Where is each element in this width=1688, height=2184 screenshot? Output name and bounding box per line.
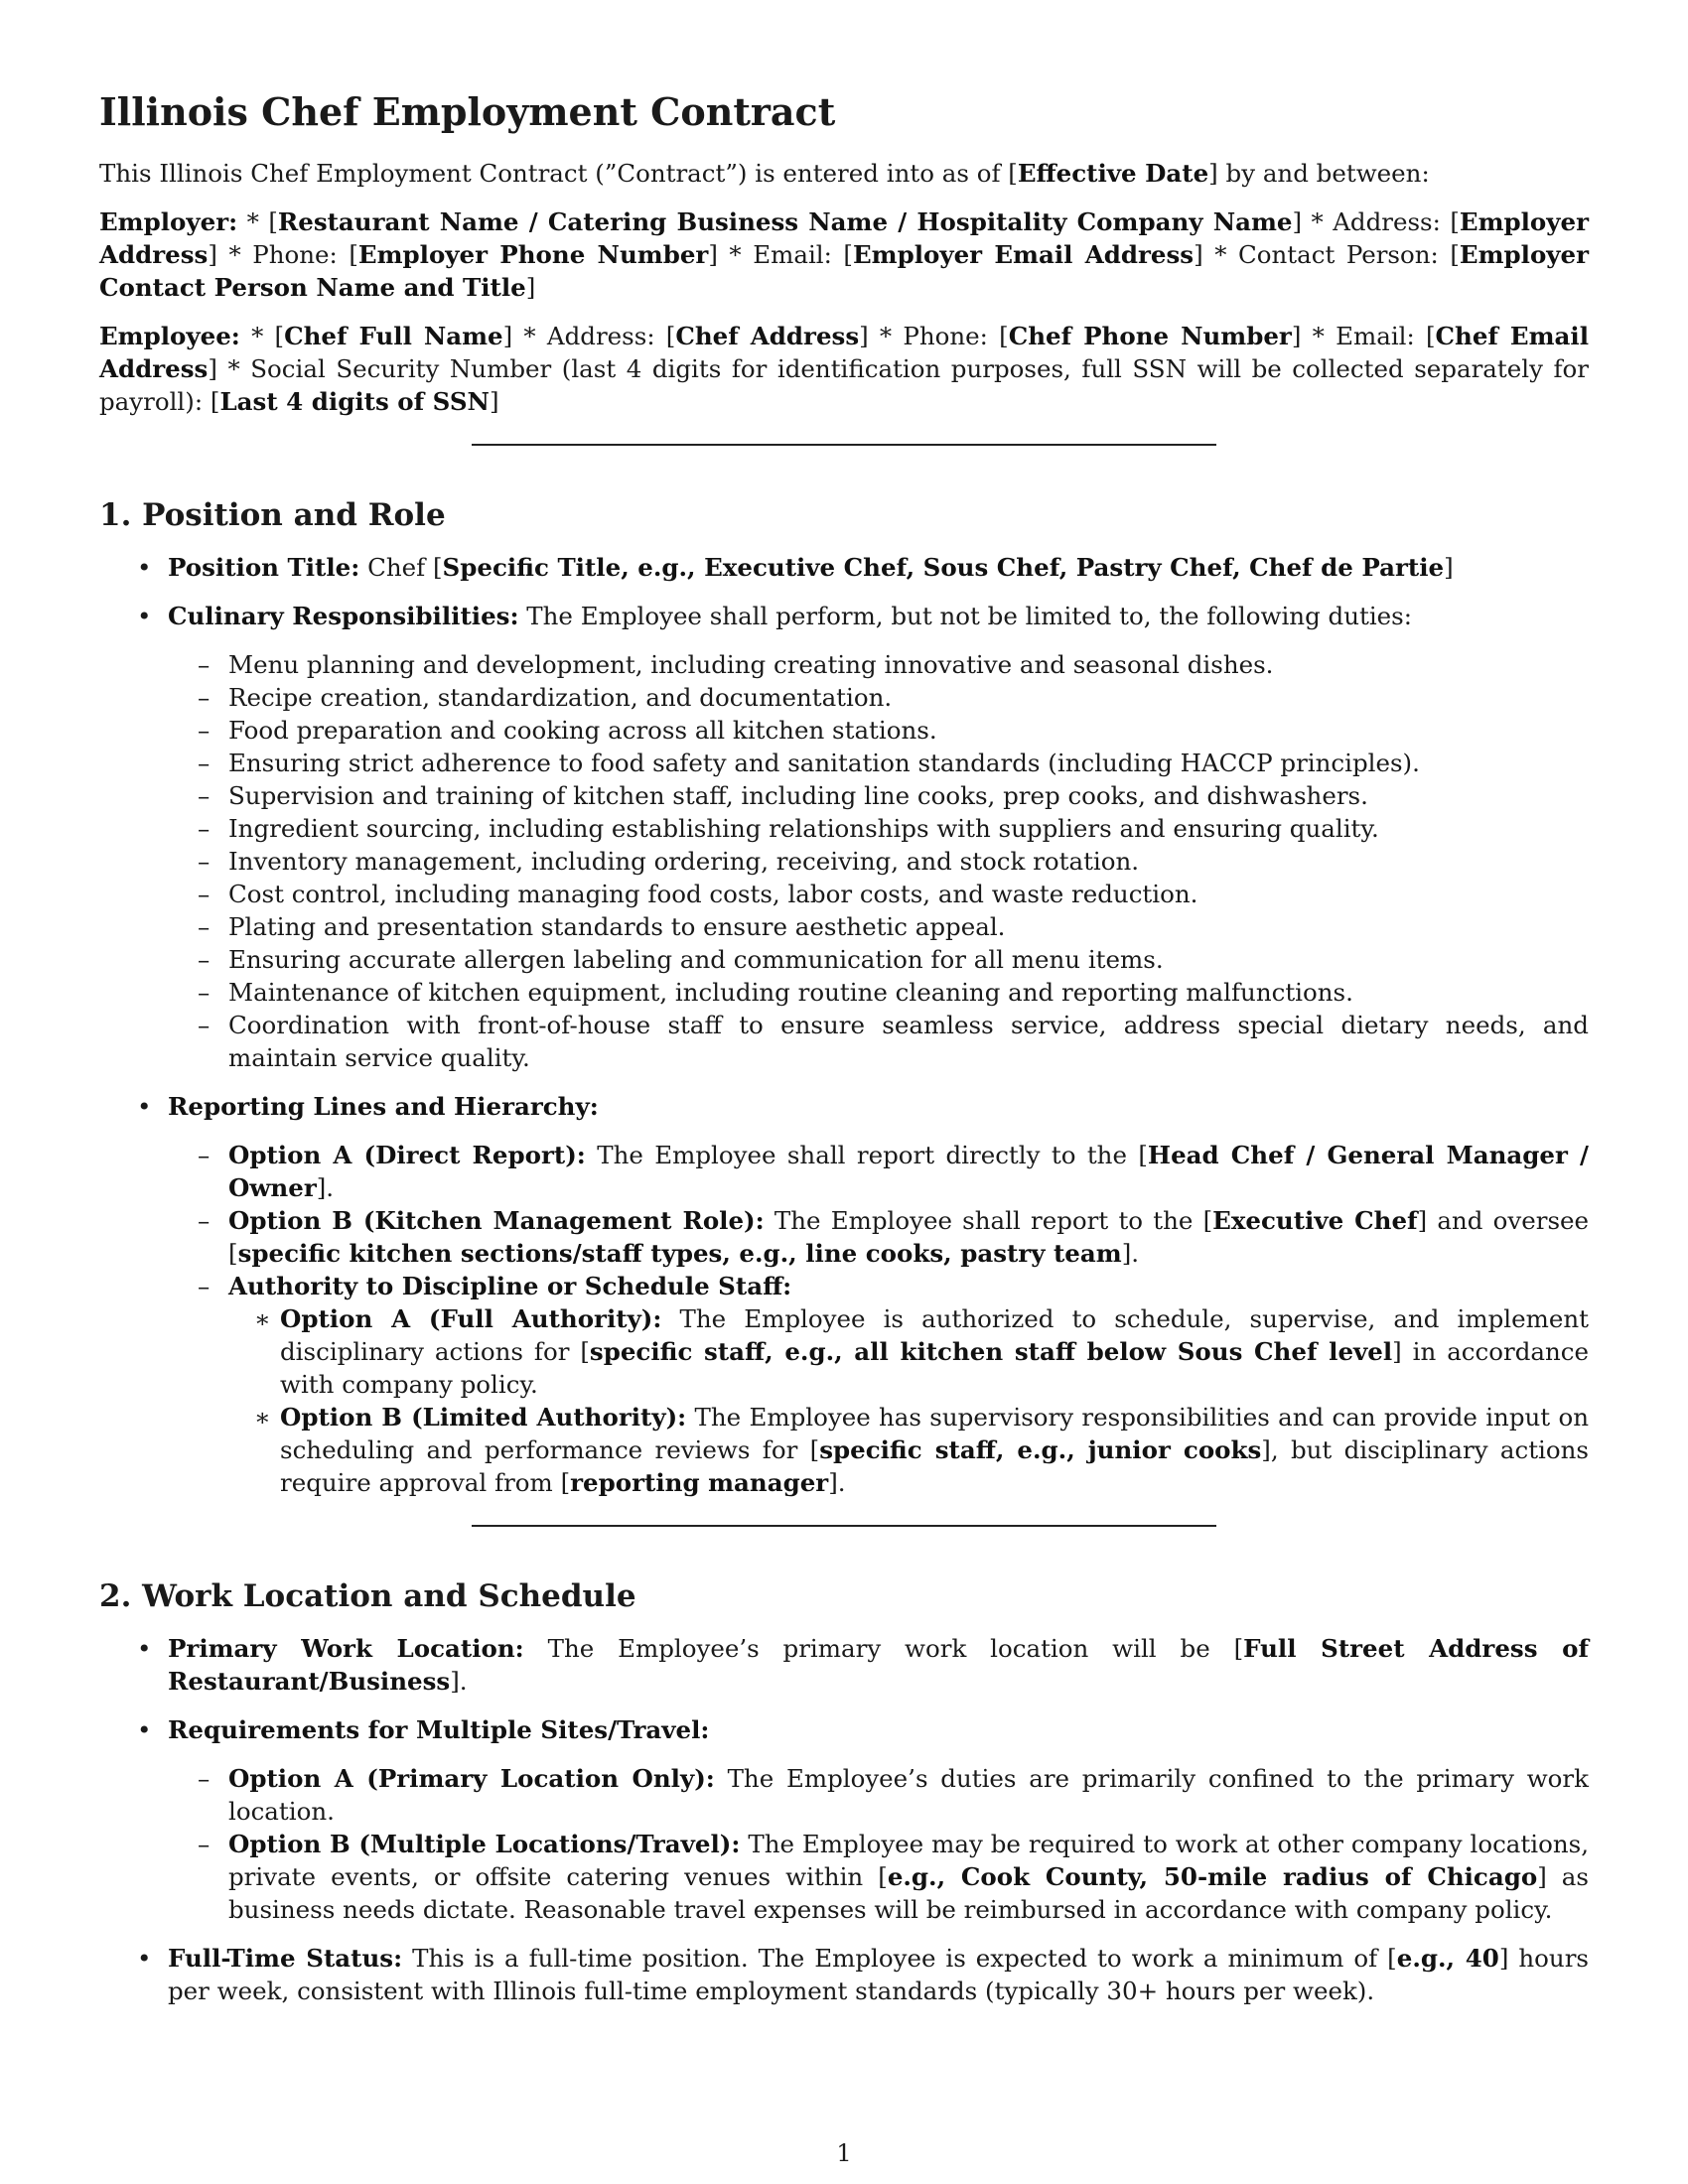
text: The Employee has supervisory responsibilities and can provide input on scheduling and performance reviews for [ xyxy=(280,1403,1589,1464)
effective-date-placeholder: Effective Date xyxy=(1017,159,1209,188)
dash-icon: – xyxy=(198,1764,211,1793)
list-item xyxy=(99,551,1589,584)
list-item xyxy=(168,845,1589,878)
text: Menu planning and development, including creating innovative and seasonal dishes. xyxy=(228,650,1274,679)
option-label: Option B (Limited Authority): xyxy=(280,1403,687,1432)
text: Ingredient sourcing, including establishing relationships with suppliers and ensuring quality. xyxy=(228,814,1379,843)
option-label: Option A (Direct Report): xyxy=(228,1141,586,1169)
document-title: Illinois Chef Employment Contract xyxy=(99,89,836,134)
bullet-icon: • xyxy=(137,553,152,582)
employee-block xyxy=(99,320,1589,418)
text: The Employee’s duties are primarily confined to the primary work location. xyxy=(228,1764,1589,1826)
employer-address-placeholder: Employer Address xyxy=(99,207,1589,269)
text: The Employee shall report directly to the [ xyxy=(585,1141,1148,1169)
executive-chef-placeholder: Executive Chef xyxy=(1212,1206,1418,1235)
section-heading-position-role: 1. Position and Role xyxy=(99,497,446,533)
text: ]. xyxy=(1121,1239,1140,1268)
dash-icon: – xyxy=(198,716,211,745)
dash-icon: – xyxy=(198,1011,211,1039)
text: The Employee’s primary work location will be [ xyxy=(523,1634,1244,1663)
list-item xyxy=(228,1401,1589,1499)
dash-icon: – xyxy=(198,1141,211,1169)
reporting-options-list xyxy=(168,1139,1589,1499)
option-label: Option A (Full Authority): xyxy=(280,1304,662,1333)
list-item xyxy=(99,1632,1589,1698)
position-title-placeholder: Specific Title, e.g., Executive Chef, Sous Chef, Pastry Chef, Chef de Partie xyxy=(442,553,1445,582)
text: Chef [ xyxy=(359,553,443,582)
list-item xyxy=(228,1302,1589,1401)
item-label: Reporting Lines and Hierarchy: xyxy=(168,1092,599,1121)
text: * [ xyxy=(237,207,278,236)
text: ] * Address: [ xyxy=(502,322,676,350)
text: The Employee shall report to the [ xyxy=(764,1206,1213,1235)
list-item xyxy=(168,1762,1589,1828)
dash-icon: – xyxy=(198,847,211,876)
report-to-placeholder: Head Chef / General Manager / Owner xyxy=(228,1141,1589,1202)
work-location-list xyxy=(99,1632,1589,2007)
list-item xyxy=(99,600,1589,1074)
list-item xyxy=(168,878,1589,910)
item-label: Requirements for Multiple Sites/Travel: xyxy=(168,1715,710,1744)
ssn-placeholder: Last 4 digits of SSN xyxy=(219,387,490,416)
text: ] * Phone: [ xyxy=(208,240,358,269)
section-divider xyxy=(472,444,1216,446)
item-label: Full-Time Status: xyxy=(168,1944,403,1973)
text: ] and oversee [ xyxy=(228,1206,1590,1268)
employer-block xyxy=(99,205,1589,304)
intro-text-end: ] by and between: xyxy=(1208,159,1430,188)
dash-icon: – xyxy=(198,912,211,941)
text: ] as business needs dictate. Reasonable travel expenses will be reimbursed in accordance with company policy. xyxy=(228,1862,1589,1924)
authority-options-list xyxy=(228,1302,1589,1499)
bullet-icon: • xyxy=(137,602,152,630)
text: Plating and presentation standards to ensure aesthetic appeal. xyxy=(228,912,1006,941)
reporting-manager-placeholder: reporting manager xyxy=(570,1468,829,1497)
dash-icon: – xyxy=(198,1206,211,1235)
bullet-icon: • xyxy=(137,1715,152,1744)
position-role-list xyxy=(99,551,1589,1499)
chef-phone-placeholder: Chef Phone Number xyxy=(1008,322,1292,350)
item-label: Culinary Responsibilities: xyxy=(168,602,519,630)
dash-icon: – xyxy=(198,650,211,679)
text: The Employee shall perform, but not be limited to, the following duties: xyxy=(518,602,1413,630)
junior-staff-placeholder: specific staff, e.g., junior cooks xyxy=(819,1435,1262,1464)
dash-icon: – xyxy=(198,781,211,810)
bullet-icon: • xyxy=(137,1634,152,1663)
text: Ensuring accurate allergen labeling and communication for all menu items. xyxy=(228,945,1164,974)
asterisk-icon: ∗ xyxy=(254,1304,271,1333)
employer-contact-placeholder: Employer Contact Person Name and Title xyxy=(99,240,1590,302)
item-label: Position Title: xyxy=(168,553,360,582)
list-item xyxy=(99,1713,1589,1926)
text: ] in accordance with company policy. xyxy=(280,1337,1589,1399)
text: ] xyxy=(489,387,499,416)
work-address-placeholder: Full Street Address of Restaurant/Business xyxy=(168,1634,1589,1696)
travel-options-list xyxy=(168,1762,1589,1926)
employer-name-placeholder: Restaurant Name / Catering Business Name / Hospitality Company Name xyxy=(277,207,1293,236)
list-item xyxy=(168,812,1589,845)
text: Maintenance of kitchen equipment, including routine cleaning and reporting malfunctions. xyxy=(228,978,1353,1007)
text: ] * Email: [ xyxy=(1291,322,1436,350)
option-label: Authority to Discipline or Schedule Staff: xyxy=(228,1272,792,1300)
text: The Employee may be required to work at other company locations, private events, or offsite catering venues within [ xyxy=(228,1830,1589,1891)
dash-icon: – xyxy=(198,683,211,712)
travel-radius-placeholder: e.g., Cook County, 50-mile radius of Chicago xyxy=(887,1862,1538,1891)
list-item xyxy=(168,1009,1589,1074)
text: ] xyxy=(1444,553,1454,582)
option-label: Option B (Kitchen Management Role): xyxy=(228,1206,765,1235)
list-item xyxy=(168,1828,1589,1926)
list-item xyxy=(168,976,1589,1009)
text: Coordination with front-of-house staff to ensure seamless service, address special dietary needs, and maintain service quality. xyxy=(228,1011,1589,1072)
staff-placeholder: specific staff, e.g., all kitchen staff below Sous Chef level xyxy=(589,1337,1393,1366)
kitchen-sections-placeholder: specific kitchen sections/staff types, e.g., line cooks, pastry team xyxy=(237,1239,1122,1268)
list-item xyxy=(168,1270,1589,1499)
text: ] hours per week, consistent with Illinois full-time employment standards (typically 30+ hours per week). xyxy=(168,1944,1589,2005)
list-item xyxy=(168,1139,1589,1204)
text: ]. xyxy=(828,1468,846,1497)
item-label: Primary Work Location: xyxy=(168,1634,524,1663)
dash-icon: – xyxy=(198,945,211,974)
intro-text: This Illinois Chef Employment Contract (”Contract”) is entered into as of [ xyxy=(99,159,1018,188)
responsibilities-list xyxy=(168,648,1589,1074)
list-item xyxy=(99,1942,1589,2007)
page-number: 1 xyxy=(836,2139,852,2167)
hours-placeholder: e.g., 40 xyxy=(1396,1944,1499,1973)
bullet-icon: • xyxy=(137,1944,152,1973)
section-heading-work-location: 2. Work Location and Schedule xyxy=(99,1578,636,1614)
text: Inventory management, including ordering, receiving, and stock rotation. xyxy=(228,847,1140,876)
chef-name-placeholder: Chef Full Name xyxy=(284,322,503,350)
employee-label: Employee: xyxy=(99,322,240,350)
text: ] * Address: [ xyxy=(1292,207,1460,236)
intro-paragraph xyxy=(99,157,1589,190)
list-item xyxy=(168,714,1589,747)
text: ] xyxy=(525,273,536,302)
employer-email-placeholder: Employer Email Address xyxy=(852,240,1195,269)
dash-icon: – xyxy=(198,1830,211,1858)
text: * [ xyxy=(239,322,285,350)
list-item xyxy=(168,648,1589,681)
text: Recipe creation, standardization, and documentation. xyxy=(228,683,893,712)
dash-icon: – xyxy=(198,880,211,908)
dash-icon: – xyxy=(198,978,211,1007)
list-item xyxy=(168,943,1589,976)
list-item xyxy=(168,681,1589,714)
text: ] * Email: [ xyxy=(708,240,853,269)
text: Cost control, including managing food costs, labor costs, and waste reduction. xyxy=(228,880,1198,908)
dash-icon: – xyxy=(198,814,211,843)
text: ], but disciplinary actions require approval from [ xyxy=(280,1435,1589,1497)
option-label: Option B (Multiple Locations/Travel): xyxy=(228,1830,741,1858)
employer-label: Employer: xyxy=(99,207,238,236)
text: The Employee is authorized to schedule, supervise, and implement disciplinary actions for [ xyxy=(280,1304,1589,1366)
list-item xyxy=(168,779,1589,812)
chef-address-placeholder: Chef Address xyxy=(675,322,860,350)
list-item xyxy=(168,747,1589,779)
text: This is a full-time position. The Employee is expected to work a minimum of [ xyxy=(402,1944,1397,1973)
chef-email-placeholder: Chef Email Address xyxy=(99,322,1590,383)
list-item xyxy=(99,1090,1589,1499)
option-label: Option A (Primary Location Only): xyxy=(228,1764,715,1793)
section-divider xyxy=(472,1525,1216,1527)
text: ]. xyxy=(450,1667,468,1696)
list-item xyxy=(168,1204,1589,1270)
text: ] * Phone: [ xyxy=(859,322,1009,350)
contract-page xyxy=(99,89,1589,2023)
bullet-icon: • xyxy=(137,1092,152,1121)
text: Food preparation and cooking across all kitchen stations. xyxy=(228,716,937,745)
dash-icon: – xyxy=(198,1272,211,1300)
text: ] * Social Security Number (last 4 digits for identification purposes, full SSN will be collected separately for payroll): [ xyxy=(99,354,1589,416)
text: ]. xyxy=(316,1173,335,1202)
text: Supervision and training of kitchen staff, including line cooks, prep cooks, and dishwashers. xyxy=(228,781,1368,810)
text: Ensuring strict adherence to food safety and sanitation standards (including HACCP principles). xyxy=(228,749,1420,777)
employer-phone-placeholder: Employer Phone Number xyxy=(357,240,709,269)
asterisk-icon: ∗ xyxy=(254,1403,271,1432)
list-item xyxy=(168,910,1589,943)
text: ] * Contact Person: [ xyxy=(1194,240,1460,269)
dash-icon: – xyxy=(198,749,211,777)
